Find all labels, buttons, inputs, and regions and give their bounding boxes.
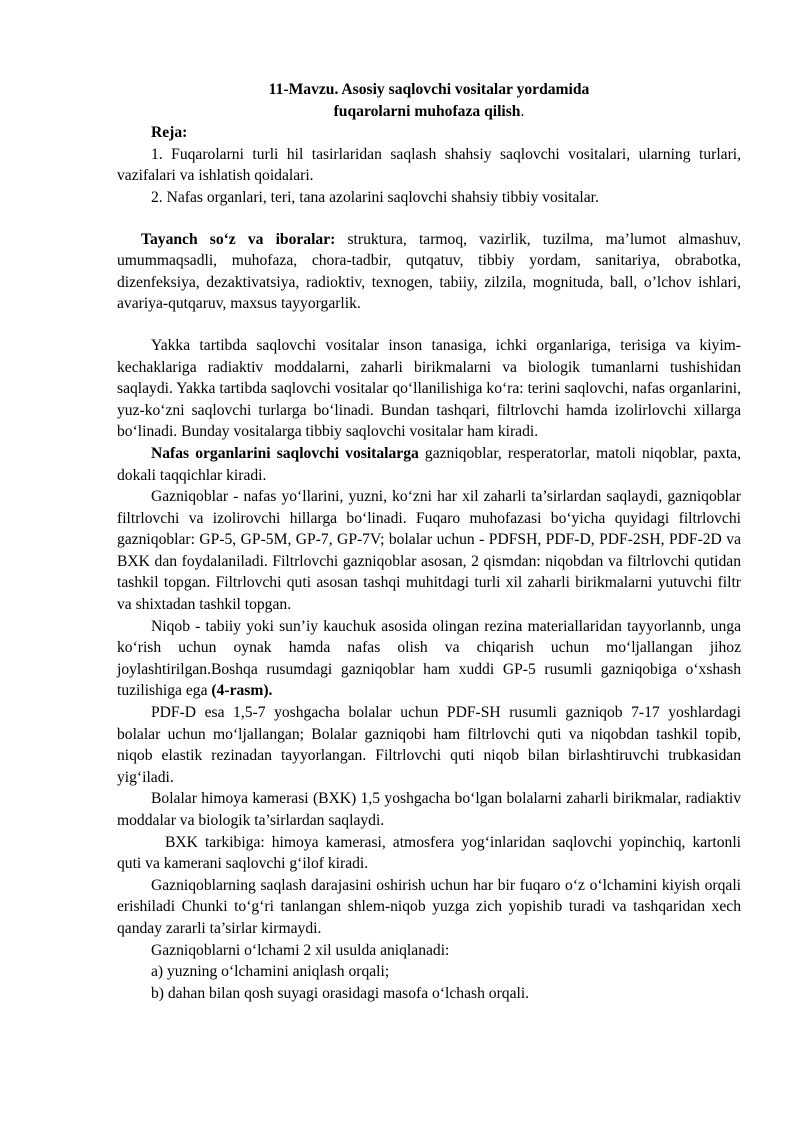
plan-item-1: 1. Fuqarolarni turli hil tasirlaridan saqlash shahsiy saqlovchi vositalari, ularning turlari, vazifalari va ishlatish qoidalari. [117,145,741,185]
list-item-b: b) dahan bilan qosh suyagi orasidagi masofa o‘lchash orqali. [151,984,530,1002]
title-line-1: 11-Mavzu. Asosiy saqlovchi vositalar yordamida [268,81,590,98]
paragraph-3: Gazniqoblar - nafas yo‘llarini, yuzni, ko‘zni har xil zaharli ta’sirlardan saqlaydi, gazniqoblar filtrlovchi va izolirovchi hillarga bo‘linadi. Fuqaro muhofazasi bo‘yicha quyidagi filtrlovchi gazniqoblar: GP-5, GP-5M, GP-7, GP-7V; bolalar uchun - PDFSH, PDF-D, PDF-2SH, PDF-2D va BXK dan foydalaniladi. Filtrlovchi gazniqoblar asosan, 2 qismdan: niqobdan va filtrlovchi qutidan tashkil topgan. Filtrlovchi quti asosan tashqi muhitdagi turli xil zaharli birikmalarni yutuvchi filtr va shixtadan tashkil topgan. [117,488,741,614]
paragraph-5: PDF-D esa 1,5-7 yoshgacha bolalar uchun PDF-SH rusumli gazniqob 7-17 yoshlardagi bolalar uchun mo‘ljallangan; Bolalar gazniqobi ham filtrlovchi quti va niqobdan tashkil topib, niqob elastik rezinadan tayyorlangan. Filtrlovchi quti niqob bilan birlashtiruvchi trubkasidan yig‘iladi. [117,704,741,786]
page-title [117,79,741,122]
figure-reference: (4-rasm). [211,682,273,700]
paragraph-9: Gazniqoblarni o‘lchami 2 xil usulda aniqlanadi: [151,941,450,959]
paragraph-8: Gazniqoblarning saqlash darajasini oshirish uchun har bir fuqaro o‘z o‘lchamini kiyish orqali erishiladi Chunki to‘g‘ri tanlangan shlem-niqob yuzga zich yopishib turadi va tashqaridan xech qanday zararli ta’sirlar kirmaydi. [117,876,741,937]
paragraph-1: Yakka tartibda saqlovchi vositalar inson tanasiga, ichki organlariga, terisiga va kiyim-kechaklariga radiaktiv moddalarni, zaharli birikmalarni va biologik tumanlarni tushishidan saqlaydi. Yakka tartibda saqlovchi vositalar qo‘llanilishiga ko‘ra: terini saqlovchi, nafas organlarini, yuz-ko‘zni saqlovchi turlarga bo‘linadi. Bundan tashqari, filtrlovchi hamda izolirlovchi xillarga bo‘linadi. Bunday vositalarga tibbiy saqlovchi vositalar ham kiradi. [117,336,741,441]
keywords-paragraph [117,229,741,315]
paragraph-2-bold: Nafas organlarini saqlovchi vositalarga [151,444,419,462]
document-content [117,79,741,1004]
title-line-2: fuqarolarni muhofaza qilish [333,102,521,120]
keywords-label: Tayanch so‘z va iboralar: [141,230,336,248]
paragraph-7: BXK tarkibiga: himoya kamerasi, atmosfera yog‘inlaridan saqlovchi yopinchiq, kartonli quti va kamerani saqlovchi g‘ilof kiradi. [117,833,741,873]
spacer [117,209,741,229]
title-line-2-tail: . [520,102,525,120]
plan-item-2: 2. Nafas organlari, teri, tana azolarini saqlovchi shahsiy tibbiy vositalar. [151,188,599,206]
paragraph-6: Bolalar himoya kamerasi (BXK) 1,5 yoshgacha bo‘lgan bolalarni zaharli birikmalar, radiaktiv moddalar va biologik ta’sirlardan saqlaydi. [117,790,741,829]
list-item-a: a) yuzning o‘lchamini aniqlash orqali; [151,963,390,981]
keywords-text: struktura, tarmoq, vazirlik, tuzilma, ma’lumot almashuv, umummaqsadli, muhofaza, chora-tadbir, qutqatuv, tibbiy yordam, sanitariya, obrabotka, dizenfeksiya, dezaktivatsiya, radioktiv, texnogen, tabiiy, zilzila, mognituda, ball, o’lchov ishlari, avariya-qutqaruv, maxsus tayyorgarlik. [117,230,741,313]
plan-heading: Reja: [151,124,188,142]
spacer [117,315,741,335]
paragraph-4: Niqob - tabiiy yoki sun’iy kauchuk asosida olingan rezina materiallaridan tayyorlannb, unga ko‘rish uchun oynak hamda nafas olish va chiqarish uchun mo‘ljallangan jihoz joylashtirilgan.Boshqa rusumdagi gazniqoblar ham xuddi GP-5 rusumli gazniqobiga o‘xshash tuzilishiga ega (4-rasm). [117,617,741,700]
paragraph-2: Nafas organlarini saqlovchi vositalarga gazniqoblar, resperatorlar, matoli niqoblar, paxta, dokali taqqichlar kiradi. [117,444,741,484]
